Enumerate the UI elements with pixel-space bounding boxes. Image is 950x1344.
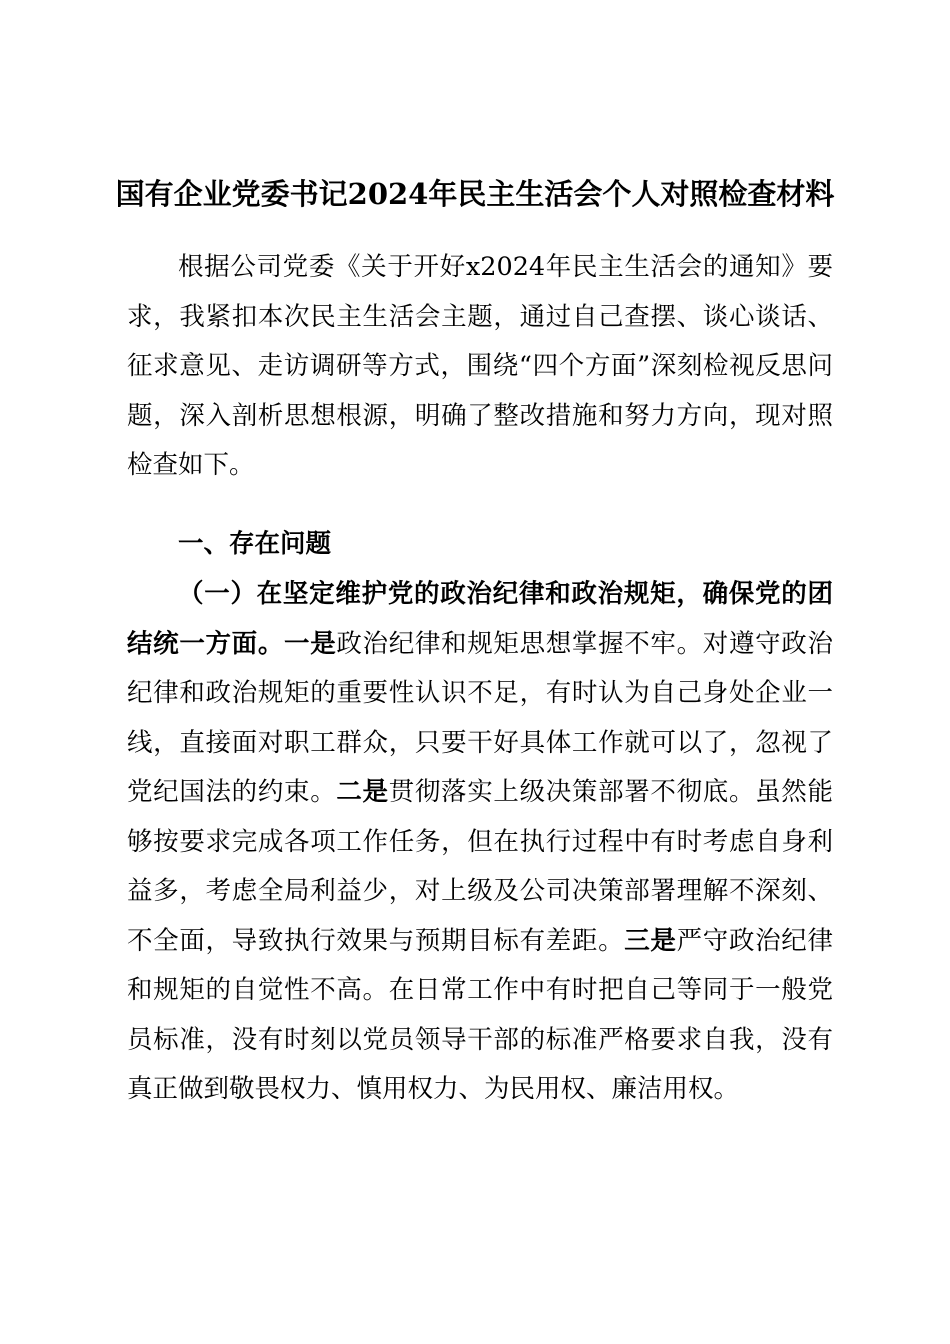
section-heading-problems: 一、存在问题 — [178, 529, 332, 559]
point-label-1: 一是 — [284, 628, 337, 659]
subsection-paragraph-block — [127, 570, 833, 1115]
point-label-2: 二是 — [336, 777, 389, 807]
subsection-paragraph — [127, 570, 833, 1115]
document-title: 国有企业党委书记2024年民主生活会个人对照检查材料 — [115, 177, 835, 211]
intro-paragraph-block — [127, 243, 833, 491]
point-text-2: 贯彻落实上级决策部署不彻底。虽然能够按要求完成各项工作任务，但在执行过程中有时考虑自身利益多，考虑全局利益少，对上级及公司决策部署理解不深刻、不全面，导致执行效果与预期目标有差距。 — [127, 777, 833, 956]
point-text-3: 严守政治纪律和规矩的自觉性不高。在日常工作中有时把自己等同于一般党员标准，没有时刻以党员领导干部的标准严格要求自我，没有真正做到敬畏权力、慎用权力、为民用权、廉洁用权。 — [127, 925, 833, 1104]
intro-paragraph: 根据公司党委《关于开好x2024年民主生活会的通知》要求，我紧扣本次民主生活会主题，通过自己查摆、谈心谈话、征求意见、走访调研等方式，围绕“四个方面”深刻检视反思问题，深入剖析思想根源，明确了整改措施和努力方向，现对照检查如下。 — [127, 252, 833, 480]
point-label-3: 三是 — [624, 925, 677, 956]
subsection-heading: （一）在坚定维护党的政治纪律和政治规矩，确保党的团结统一方面。 — [127, 579, 833, 659]
point-text-1: 政治纪律和规矩思想掌握不牢。对遵守政治纪律和政治规矩的重要性认识不足，有时认为自己身处企业一线，直接面对职工群众，只要干好具体工作就可以了，忽视了党纪国法的约束。 — [127, 628, 833, 807]
